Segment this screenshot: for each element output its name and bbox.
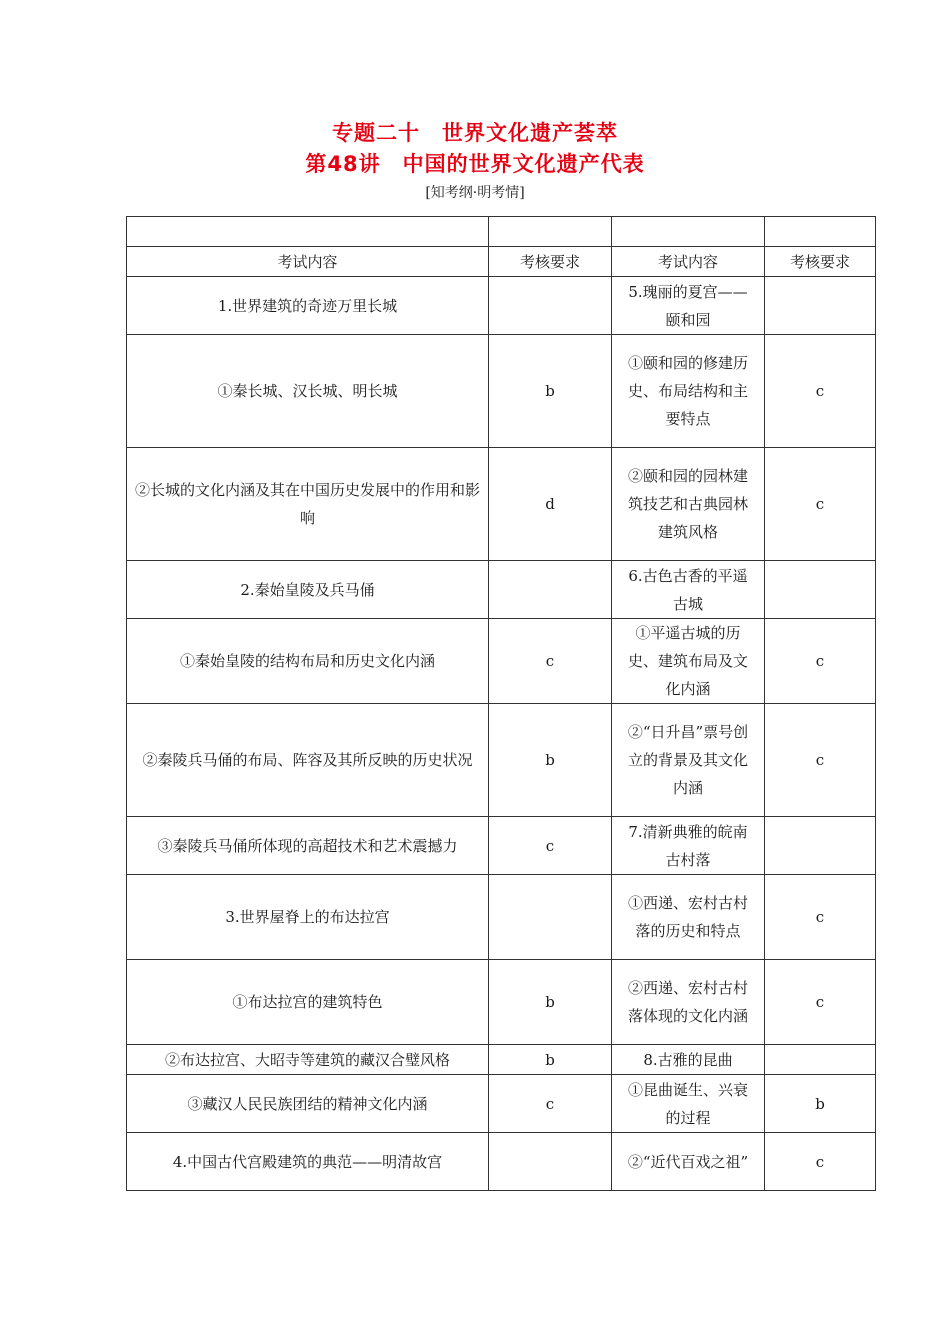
table-row: [127, 1133, 876, 1191]
right-requirement-cell: b: [765, 1075, 876, 1133]
right-topic-cell: 8.古雅的昆曲: [612, 1045, 765, 1075]
right-topic-cell: ①平遥古城的历史、建筑布局及文化内涵: [612, 619, 765, 704]
left-topic-cell: ②布达拉宫、大昭寺等建筑的藏汉合璧风格: [127, 1045, 489, 1075]
right-topic-cell: ②“近代百戏之祖”: [612, 1133, 765, 1191]
left-topic-cell: ①秦长城、汉长城、明长城: [127, 335, 489, 448]
left-requirement-cell: c: [489, 619, 612, 704]
right-topic-cell: ①颐和园的修建历史、布局结构和主要特点: [612, 335, 765, 448]
left-requirement-cell: [489, 561, 612, 619]
right-requirement-cell: c: [765, 1133, 876, 1191]
blank-cell: [489, 217, 612, 247]
syllabus-table: [126, 216, 876, 1191]
left-topic-cell: ②长城的文化内涵及其在中国历史发展中的作用和影响: [127, 448, 489, 561]
right-topic-cell: ①昆曲诞生、兴衰的过程: [612, 1075, 765, 1133]
right-requirement-cell: [765, 1045, 876, 1075]
title-block: [0, 118, 950, 206]
table-row: [127, 561, 876, 619]
header-cell-requirement: 考核要求: [765, 247, 876, 277]
table-row: [127, 619, 876, 704]
left-requirement-cell: c: [489, 1075, 612, 1133]
table-row: [127, 1075, 876, 1133]
blank-row: [127, 217, 876, 247]
left-topic-cell: ①布达拉宫的建筑特色: [127, 960, 489, 1045]
left-topic-cell: ②秦陵兵马俑的布局、阵容及其所反映的历史状况: [127, 704, 489, 817]
table-row: [127, 875, 876, 960]
left-requirement-cell: [489, 277, 612, 335]
table-row: [127, 817, 876, 875]
table-row: [127, 960, 876, 1045]
blank-cell: [127, 217, 489, 247]
right-requirement-cell: [765, 817, 876, 875]
table-row: [127, 448, 876, 561]
topic-title: 专题二十 世界文化遗产荟萃: [332, 121, 618, 145]
right-requirement-cell: [765, 561, 876, 619]
syllabus-table-body: [127, 217, 876, 1191]
table-row: [127, 704, 876, 817]
right-requirement-cell: c: [765, 960, 876, 1045]
left-topic-cell: 1.世界建筑的奇迹万里长城: [127, 277, 489, 335]
header-row: [127, 247, 876, 277]
right-requirement-cell: c: [765, 875, 876, 960]
header-cell-content: 考试内容: [127, 247, 489, 277]
table-row: [127, 277, 876, 335]
left-requirement-cell: b: [489, 960, 612, 1045]
lecture-title: 第48讲 中国的世界文化遗产代表: [305, 152, 645, 176]
right-requirement-cell: c: [765, 448, 876, 561]
left-topic-cell: ①秦始皇陵的结构布局和历史文化内涵: [127, 619, 489, 704]
table-row: [127, 335, 876, 448]
left-topic-cell: ③秦陵兵马俑所体现的高超技术和艺术震撼力: [127, 817, 489, 875]
table-row: [127, 1045, 876, 1075]
right-requirement-cell: c: [765, 335, 876, 448]
right-topic-cell: 5.瑰丽的夏宫——颐和园: [612, 277, 765, 335]
left-topic-cell: 2.秦始皇陵及兵马俑: [127, 561, 489, 619]
right-topic-cell: ②颐和园的园林建筑技艺和古典园林建筑风格: [612, 448, 765, 561]
left-requirement-cell: b: [489, 1045, 612, 1075]
left-topic-cell: 4.中国古代宫殿建筑的典范——明清故宫: [127, 1133, 489, 1191]
left-requirement-cell: b: [489, 335, 612, 448]
right-requirement-cell: [765, 277, 876, 335]
right-topic-cell: 7.清新典雅的皖南古村落: [612, 817, 765, 875]
left-requirement-cell: b: [489, 704, 612, 817]
header-cell-requirement: 考核要求: [489, 247, 612, 277]
left-requirement-cell: d: [489, 448, 612, 561]
blank-cell: [612, 217, 765, 247]
left-requirement-cell: [489, 875, 612, 960]
right-topic-cell: ②西递、宏村古村落体现的文化内涵: [612, 960, 765, 1045]
left-requirement-cell: c: [489, 817, 612, 875]
header-cell-content: 考试内容: [612, 247, 765, 277]
right-requirement-cell: c: [765, 619, 876, 704]
right-topic-cell: ①西递、宏村古村落的历史和特点: [612, 875, 765, 960]
right-topic-cell: ②“日升昌”票号创立的背景及其文化内涵: [612, 704, 765, 817]
left-topic-cell: ③藏汉人民民族团结的精神文化内涵: [127, 1075, 489, 1133]
left-requirement-cell: [489, 1133, 612, 1191]
right-topic-cell: 6.古色古香的平遥古城: [612, 561, 765, 619]
left-topic-cell: 3.世界屋脊上的布达拉宫: [127, 875, 489, 960]
section-subtitle: [知考纲·明考情]: [425, 185, 525, 201]
right-requirement-cell: c: [765, 704, 876, 817]
blank-cell: [765, 217, 876, 247]
